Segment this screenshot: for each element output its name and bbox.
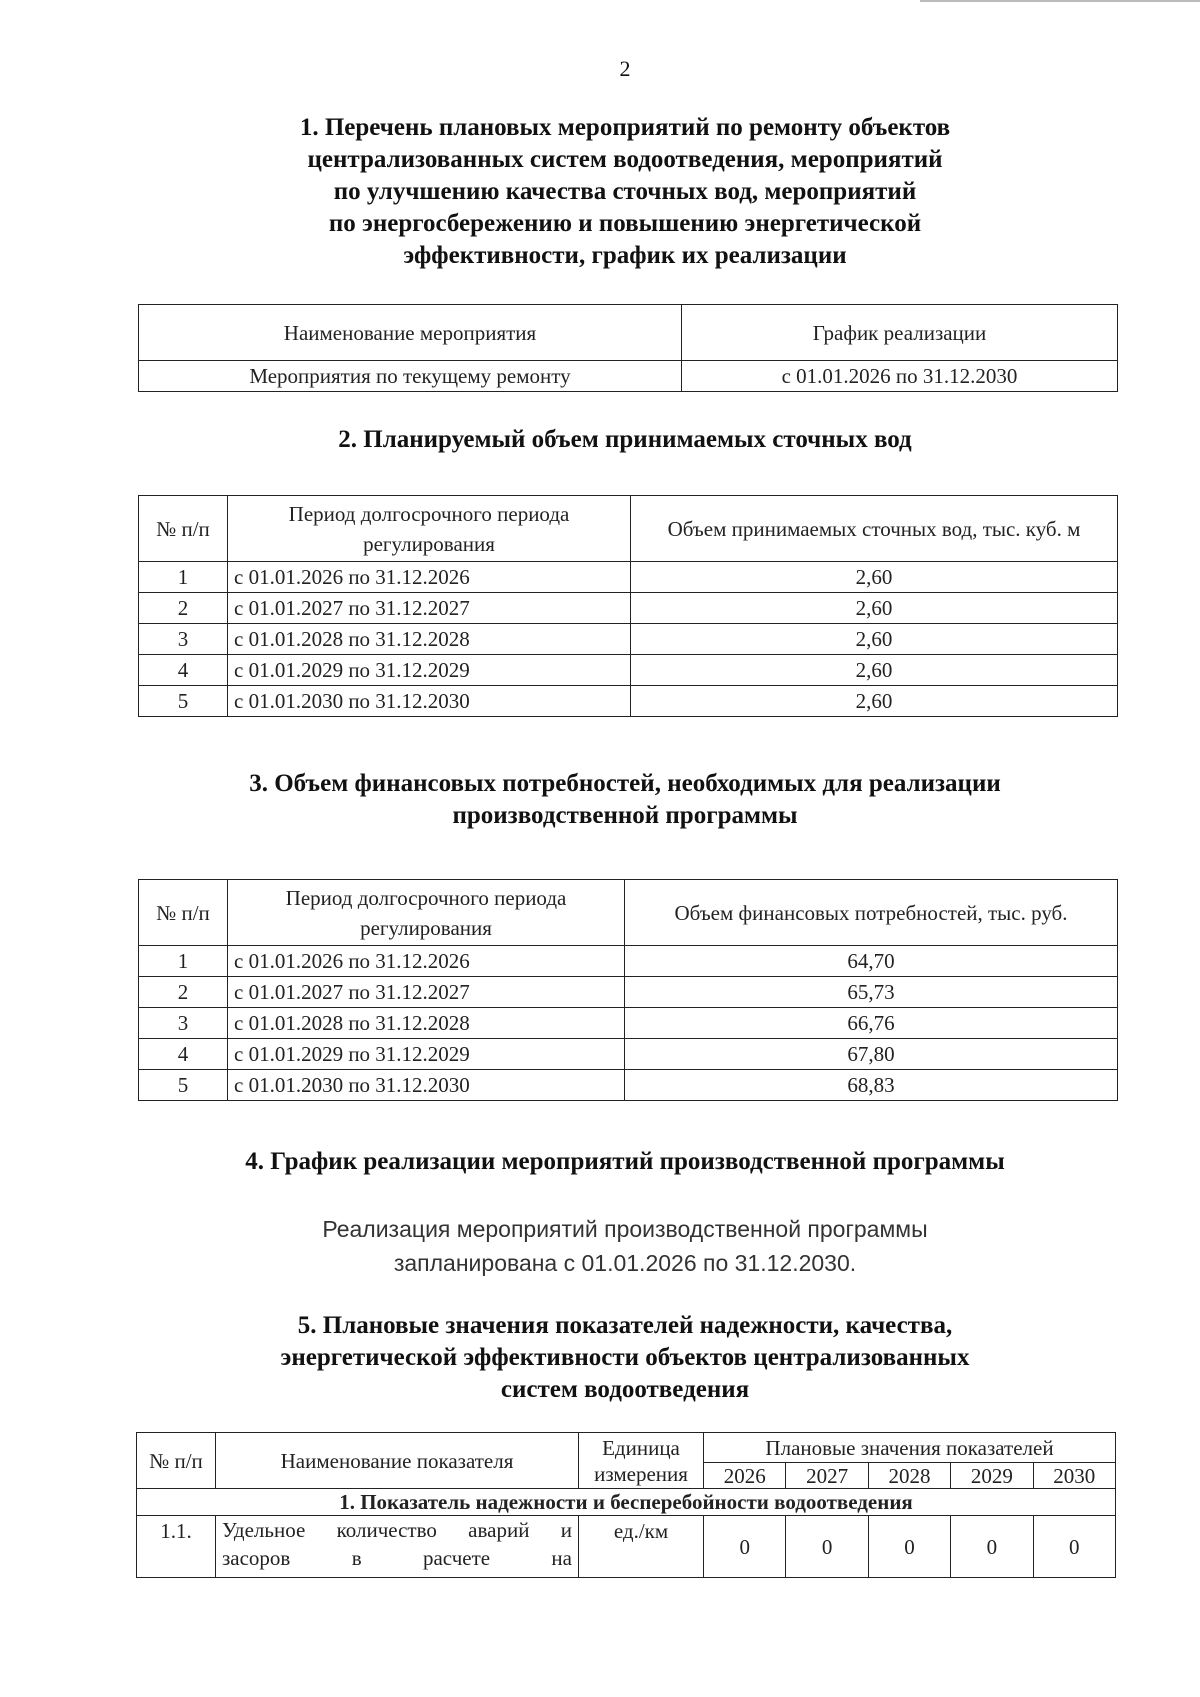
table-group-row <box>137 1489 1116 1516</box>
s2-cell: 2,60 <box>631 686 1118 717</box>
section2-table <box>138 495 1118 717</box>
s5-group-title: 1. Показатель надежности и бесперебойности водоотведения <box>137 1489 1116 1516</box>
s2-cell: 2,60 <box>631 562 1118 593</box>
s3-cell: 5 <box>139 1070 228 1101</box>
table-row <box>139 1039 1118 1070</box>
section4-text: Реализация мероприятий производственной программы запланирована с 01.01.2026 по 31.12.2030. <box>322 1216 928 1276</box>
s5-row-name-line: Удельное количество аварий и <box>222 1518 572 1542</box>
s2-cell: с 01.01.2028 по 31.12.2028 <box>228 624 631 655</box>
s3-cell: 66,76 <box>625 1008 1118 1039</box>
s2-cell: 2,60 <box>631 593 1118 624</box>
section3-table <box>138 879 1118 1101</box>
s5-row-value: 0 <box>951 1516 1033 1578</box>
s2-cell: 3 <box>139 624 228 655</box>
section3-title: 3. Объем финансовых потребностей, необходимых для реализации производственной программы <box>249 770 1001 829</box>
section2-title: 2. Планируемый объем принимаемых сточных вод <box>338 426 912 453</box>
s2-cell: с 01.01.2027 по 31.12.2027 <box>228 593 631 624</box>
s5-row-name <box>216 1516 579 1578</box>
s5-row-name-line: засоров в расчете на <box>222 1546 572 1570</box>
s3-cell: с 01.01.2028 по 31.12.2028 <box>228 1008 625 1039</box>
table-row <box>139 593 1118 624</box>
section5-table <box>136 1432 1116 1578</box>
s1-row-name: Мероприятия по текущему ремонту <box>139 361 682 392</box>
s5-row-value: 0 <box>704 1516 786 1578</box>
s2-header-num: № п/п <box>139 496 228 562</box>
s5-header-year: 2029 <box>951 1463 1033 1489</box>
s5-row-unit: ед./км <box>579 1516 704 1578</box>
s5-header-year: 2027 <box>786 1463 868 1489</box>
section4-title: 4. График реализации мероприятий производственной программы <box>245 1148 1005 1175</box>
table-row <box>139 1008 1118 1039</box>
s3-cell: 68,83 <box>625 1070 1118 1101</box>
s2-cell: 2,60 <box>631 624 1118 655</box>
s5-header-planned: Плановые значения показателей <box>704 1433 1116 1463</box>
table-row <box>137 1516 1116 1578</box>
s3-header-finance: Объем финансовых потребностей, тыс. руб. <box>625 880 1118 946</box>
s5-header-unit: Единица измерения <box>579 1433 704 1489</box>
s3-header-num: № п/п <box>139 880 228 946</box>
s3-cell: 65,73 <box>625 977 1118 1008</box>
table-row <box>139 624 1118 655</box>
s5-row-value: 0 <box>786 1516 868 1578</box>
s5-row-num: 1.1. <box>137 1516 216 1578</box>
s2-cell: 1 <box>139 562 228 593</box>
s2-cell: с 01.01.2026 по 31.12.2026 <box>228 562 631 593</box>
s3-cell: с 01.01.2027 по 31.12.2027 <box>228 977 625 1008</box>
table-row <box>139 977 1118 1008</box>
s3-cell: 64,70 <box>625 946 1118 977</box>
table-row <box>139 686 1118 717</box>
s2-cell: 2 <box>139 593 228 624</box>
s2-cell: 5 <box>139 686 228 717</box>
s3-cell: с 01.01.2029 по 31.12.2029 <box>228 1039 625 1070</box>
s3-cell: 4 <box>139 1039 228 1070</box>
s2-cell: с 01.01.2030 по 31.12.2030 <box>228 686 631 717</box>
s1-header-schedule: График реализации <box>682 305 1118 361</box>
s3-cell: 67,80 <box>625 1039 1118 1070</box>
table-row <box>139 1070 1118 1101</box>
s5-row-value: 0 <box>868 1516 950 1578</box>
page-number: 2 <box>619 56 631 81</box>
s2-header-volume: Объем принимаемых сточных вод, тыс. куб. м <box>631 496 1118 562</box>
s5-header-year: 2028 <box>868 1463 950 1489</box>
s5-header-year: 2030 <box>1033 1463 1116 1489</box>
s5-header-name: Наименование показателя <box>216 1433 579 1489</box>
s1-header-name: Наименование мероприятия <box>139 305 682 361</box>
s3-cell: с 01.01.2026 по 31.12.2026 <box>228 946 625 977</box>
table-row <box>139 655 1118 686</box>
s3-cell: 1 <box>139 946 228 977</box>
s5-header-num: № п/п <box>137 1433 216 1489</box>
section5-title: 5. Плановые значения показателей надежности, качества, энергетической эффективности объектов централизованных систем водоотведения <box>280 1312 970 1403</box>
s2-cell: 2,60 <box>631 655 1118 686</box>
s3-cell: 3 <box>139 1008 228 1039</box>
s3-header-period: Период долгосрочного периода регулирования <box>228 880 625 946</box>
s1-row-schedule: с 01.01.2026 по 31.12.2030 <box>682 361 1118 392</box>
s3-cell: с 01.01.2030 по 31.12.2030 <box>228 1070 625 1101</box>
s3-cell: 2 <box>139 977 228 1008</box>
section1-table <box>138 304 1118 392</box>
section1-title: 1. Перечень плановых мероприятий по ремонту объектов централизованных систем водоотведения, мероприятий по улучшению качества сточных вод, мероприятий по энергосбережению и повышению энергетической эффективности, график их реализации <box>299 114 951 269</box>
s5-header-year: 2026 <box>704 1463 786 1489</box>
s5-row-value: 0 <box>1033 1516 1116 1578</box>
table-row <box>139 562 1118 593</box>
s2-header-period: Период долгосрочного периода регулирования <box>228 496 631 562</box>
page-top-edge-line <box>920 0 1200 2</box>
table-row <box>139 946 1118 977</box>
s2-cell: с 01.01.2029 по 31.12.2029 <box>228 655 631 686</box>
s2-cell: 4 <box>139 655 228 686</box>
